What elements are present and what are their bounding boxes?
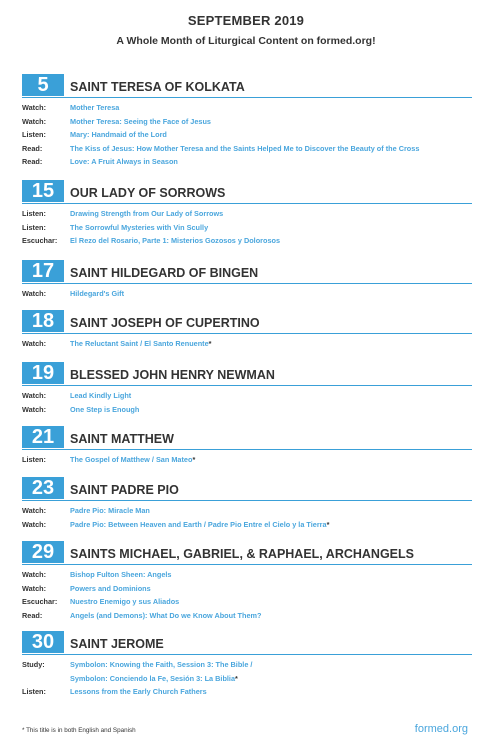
content-link[interactable] [70, 506, 150, 515]
day-badge: 15 [22, 180, 64, 202]
section-divider [22, 333, 472, 334]
content-row [0, 289, 492, 302]
content-link-text: Padre Pio: Between Heaven and Earth / Padre Pio Entre el Cielo y la Tierra [70, 519, 327, 529]
content-link[interactable] [70, 117, 211, 126]
content-row [0, 570, 492, 583]
content-link-text: Padre Pio: Miracle Man [70, 506, 150, 515]
content-link-text: Mary: Handmaid of the Lord [70, 130, 167, 140]
day-badge: 21 [22, 426, 64, 448]
media-type-label: Watch: [22, 391, 47, 400]
section-divider [22, 449, 472, 450]
bilingual-marker: * [192, 455, 196, 464]
content-link-text: Mother Teresa: Seeing the Face of Jesus [70, 116, 211, 126]
content-link-text: Lessons from the Early Church Fathers [70, 687, 207, 697]
bilingual-marker: * [208, 339, 212, 348]
section-divider [22, 283, 472, 284]
media-type-label: Read: [22, 143, 43, 153]
bilingual-marker: * [326, 519, 330, 529]
content-row [0, 236, 492, 249]
media-type-label: Watch: [22, 519, 47, 529]
page-title: SEPTEMBER 2019 [187, 13, 305, 28]
media-type-label: Study: [22, 660, 45, 669]
feast-title: SAINT JOSEPH OF CUPERTINO [70, 316, 260, 330]
content-row [0, 674, 492, 687]
content-row [0, 209, 492, 222]
content-link-text: Bishop Fulton Sheen: Angels [70, 570, 172, 579]
content-link[interactable] [70, 209, 223, 218]
media-type-label: Listen: [22, 222, 46, 232]
content-link-text: Powers and Dominions [70, 583, 151, 593]
media-type-label: Watch: [22, 583, 47, 593]
media-type-label: Listen: [22, 687, 46, 697]
content-link-text: Mother Teresa [70, 103, 120, 112]
content-row [0, 455, 492, 468]
feast-title: BLESSED JOHN HENRY NEWMAN [70, 368, 275, 382]
content-link-text: The Reluctant Saint / El Santo Renuente [70, 339, 209, 348]
content-link-text: Hildegard's Gift [70, 289, 125, 298]
content-link[interactable] [70, 597, 179, 606]
day-badge: 18 [22, 310, 64, 332]
content-link-text: The Kiss of Jesus: How Mother Teresa and the Saints Helped Me to Discover the Beauty of the Cross [70, 143, 420, 153]
section-divider [22, 385, 472, 386]
media-type-label: Watch: [22, 570, 47, 579]
content-link[interactable] [70, 570, 171, 579]
media-type-label: Listen: [22, 130, 46, 140]
content-link-text: Nuestro Enemigo y sus Aliados [70, 597, 180, 607]
content-link[interactable] [70, 157, 178, 166]
media-type-label: Read: [22, 157, 43, 167]
content-row [0, 223, 492, 236]
feast-title: SAINT MATTHEW [70, 432, 174, 446]
content-link[interactable] [70, 674, 238, 683]
content-link-text: The Gospel of Matthew / San Mateo [70, 455, 193, 464]
content-link[interactable] [70, 455, 195, 464]
section-divider [22, 97, 472, 98]
content-row [0, 405, 492, 418]
media-type-label: Escuchar: [22, 597, 58, 607]
feast-title: SAINT TERESA OF KOLKATA [70, 80, 245, 94]
content-link[interactable] [70, 520, 329, 529]
section-divider [22, 654, 472, 655]
section-divider [22, 564, 472, 565]
content-row [0, 339, 492, 352]
day-badge: 30 [22, 631, 64, 653]
content-row [0, 103, 492, 116]
content-row [0, 597, 492, 610]
content-row [0, 117, 492, 130]
bilingual-marker: * [235, 673, 238, 683]
content-link[interactable] [70, 611, 261, 620]
content-link[interactable] [70, 103, 119, 112]
footnote: * This title is in both English and Spanish [22, 727, 136, 734]
feast-title: SAINT PADRE PIO [70, 483, 179, 497]
content-row [0, 130, 492, 143]
media-type-label: Watch: [22, 103, 47, 112]
content-row [0, 506, 492, 519]
media-type-label: Listen: [22, 455, 46, 464]
content-link[interactable] [70, 391, 131, 400]
content-row [0, 391, 492, 404]
content-row [0, 157, 492, 170]
content-link[interactable] [70, 405, 139, 414]
media-type-label: Watch: [22, 289, 47, 298]
content-row [0, 144, 492, 157]
day-badge: 19 [22, 362, 64, 384]
content-link[interactable] [70, 339, 212, 348]
content-link-text: Lead Kindly Light [70, 391, 132, 400]
content-row [0, 611, 492, 624]
day-badge: 17 [22, 260, 64, 282]
media-type-label: Escuchar: [22, 236, 58, 246]
content-link[interactable] [70, 144, 419, 153]
day-badge: 29 [22, 541, 64, 563]
content-link[interactable] [70, 584, 151, 593]
section-divider [22, 500, 472, 501]
content-link-text: El Rezo del Rosario, Parte 1: Misterios Gozosos y Dolorosos [70, 236, 281, 246]
media-type-label: Watch: [22, 339, 47, 348]
content-row [0, 520, 492, 533]
content-link-text: Angels (and Demons): What Do we Know About Them? [70, 610, 262, 620]
day-badge: 5 [22, 74, 64, 96]
feast-title: SAINTS MICHAEL, GABRIEL, & RAPHAEL, ARCHANGELS [70, 547, 414, 561]
content-link-text: The Sorrowful Mysteries with Vin Scully [70, 222, 209, 232]
content-link[interactable] [70, 236, 280, 245]
media-type-label: Watch: [22, 116, 47, 126]
content-link[interactable] [70, 660, 252, 669]
media-type-label: Listen: [22, 209, 46, 218]
content-row [0, 660, 492, 673]
content-link[interactable] [70, 687, 207, 696]
content-link[interactable] [70, 130, 167, 139]
footer-site-link[interactable]: formed.org [414, 723, 468, 735]
content-link-text: Love: A Fruit Always in Season [70, 157, 178, 167]
page-subtitle: A Whole Month of Liturgical Content on formed.org! [116, 35, 376, 47]
day-badge: 23 [22, 477, 64, 499]
content-link-text: Drawing Strength from Our Lady of Sorrows [70, 209, 224, 218]
feast-title: SAINT HILDEGARD OF BINGEN [70, 266, 259, 280]
feast-title: SAINT JEROME [70, 637, 164, 651]
content-row [0, 584, 492, 597]
content-link[interactable] [70, 289, 124, 298]
content-link-text: Symbolon: Knowing the Faith, Session 3: The Bible / [70, 660, 253, 669]
section-divider [22, 203, 472, 204]
content-link-text: Symbolon: Conciendo la Fe, Sesión 3: La Biblia [70, 673, 236, 683]
feast-title: OUR LADY OF SORROWS [70, 186, 226, 200]
media-type-label: Read: [22, 610, 43, 620]
media-type-label: Watch: [22, 404, 47, 414]
content-row [0, 687, 492, 700]
content-link-text: One Step is Enough [70, 404, 140, 414]
content-link[interactable] [70, 223, 208, 232]
media-type-label: Watch: [22, 506, 47, 515]
